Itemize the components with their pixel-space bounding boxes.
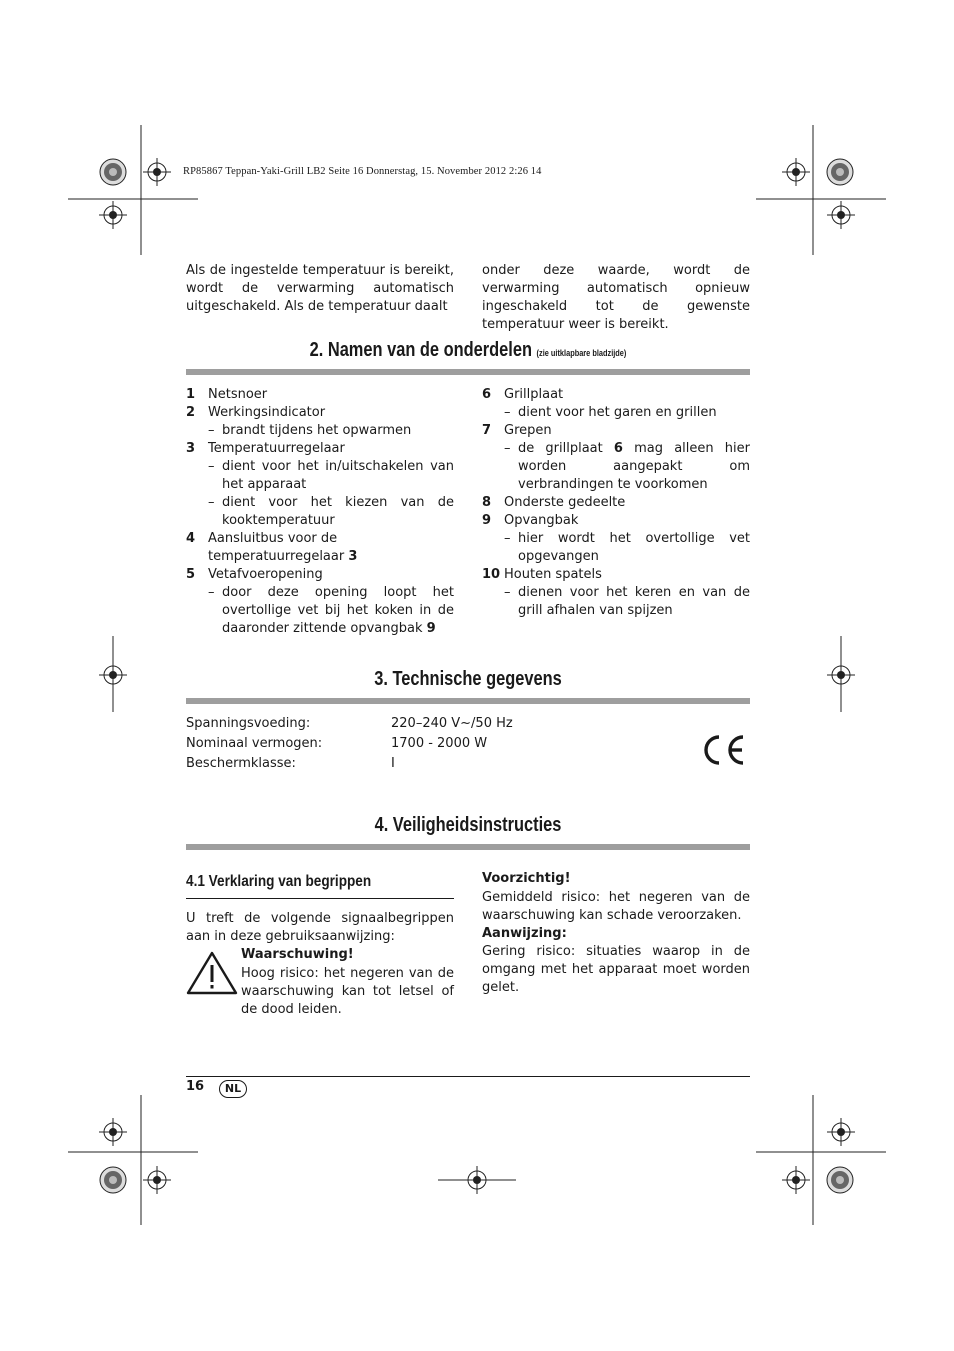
language-badge: NL [219, 1080, 247, 1098]
parts-list-right [482, 386, 750, 620]
tech-specs [186, 714, 586, 774]
spec-row: Nominaal vermogen: 1700 - 2000 W [186, 736, 488, 751]
print-header: RP85867 Teppan-Yaki-Grill LB2 Seite 16 Donnerstag, 15. November 2012 2:26 14 [183, 166, 542, 177]
section-2-heading [237, 339, 699, 362]
intro-right: onder deze waarde, wordt de verwarming automatisch opnieuw ingeschakeld tot de gewenste temperatuur weer is bereikt. [482, 263, 750, 332]
section-3-heading: 3. Technische gegevens [374, 668, 562, 690]
section-4-heading: 4. Veiligheidsinstructies [374, 814, 562, 836]
part-sub: – dient voor het in/uitschakelen van het apparaat [186, 458, 454, 494]
caution-title: Voorzichtig! [482, 871, 571, 886]
intro-left: Als de ingestelde temperatuur is bereikt, wordt de verwarming automatisch uitgeschakeld. Als de temperatuur daalt [186, 263, 454, 314]
part-item: 3 Temperatuurregelaar [186, 441, 345, 456]
note-text: Gering risico: situaties waarop in de omgang met het apparaat moet worden gelet. [482, 944, 750, 995]
part-sub: – dient voor het garen en grillen [482, 404, 750, 422]
footer-rule [186, 1076, 750, 1077]
part-sub: – brandt tijdens het opwarmen [186, 422, 454, 440]
signal-intro: U treft de volgende signaalbegrippen aan in deze gebruiksaanwijzing: [186, 911, 454, 944]
part-sub: – dienen voor het keren en van de grill afhalen van spijzen [482, 584, 750, 620]
subsection-rule [186, 898, 454, 899]
page-number: 16 [186, 1079, 205, 1094]
part-item: 2 Werkingsindicator [186, 405, 326, 420]
part-item: 9 Opvangbak [482, 513, 579, 528]
part-item: 5 Vetafvoeropening [186, 567, 323, 582]
part-item: 4 Aansluitbus voor de temperatuurregelaar 3 [186, 531, 358, 564]
caution-text: Gemiddeld risico: het negeren van de waarschuwing kan schade veroorzaken. [482, 890, 750, 923]
section-2-note: (zie uitklapbare bladzijde) [536, 348, 627, 358]
note-title: Aanwijzing: [482, 926, 567, 941]
part-sub: – de grillplaat 6 mag alleen hier worden aangepakt om verbrandingen te voorkomen [482, 440, 750, 494]
section-3-bar [186, 698, 750, 704]
part-sub: – hier wordt het overtollige vet opgevangen [482, 530, 750, 566]
part-sub: – dient voor het kiezen van de kooktemperatuur [186, 494, 454, 530]
part-item: 8 Onderste gedeelte [482, 495, 626, 510]
warning-title: Waarschuwing! [241, 947, 354, 962]
ce-mark-icon [701, 733, 747, 767]
part-item: 10 Houten spatels [482, 567, 602, 582]
warning-text: Hoog risico: het negeren van de waarschuwing kan tot letsel of de dood leiden. [241, 966, 454, 1017]
part-item: 6 Grillplaat [482, 387, 564, 402]
parts-list-left [186, 386, 454, 638]
section-2-bar [186, 369, 750, 375]
spec-row: Beschermklasse: I [186, 756, 395, 771]
spec-row: Spanningsvoeding: 220–240 V~/50 Hz [186, 716, 513, 731]
section-2-title: 2. Namen van de onderdelen [309, 339, 532, 361]
part-item: 7 Grepen [482, 423, 552, 438]
part-sub: – door deze opening loopt het overtollige vet bij het koken in de daaronder zittende opvangbak 9 [186, 584, 454, 638]
warning-triangle-icon [186, 950, 238, 996]
subsection-4-1-title: 4.1 Verklaring van begrippen [186, 873, 372, 890]
section-4-bar [186, 844, 750, 850]
part-item: 1 Netsnoer [186, 387, 268, 402]
